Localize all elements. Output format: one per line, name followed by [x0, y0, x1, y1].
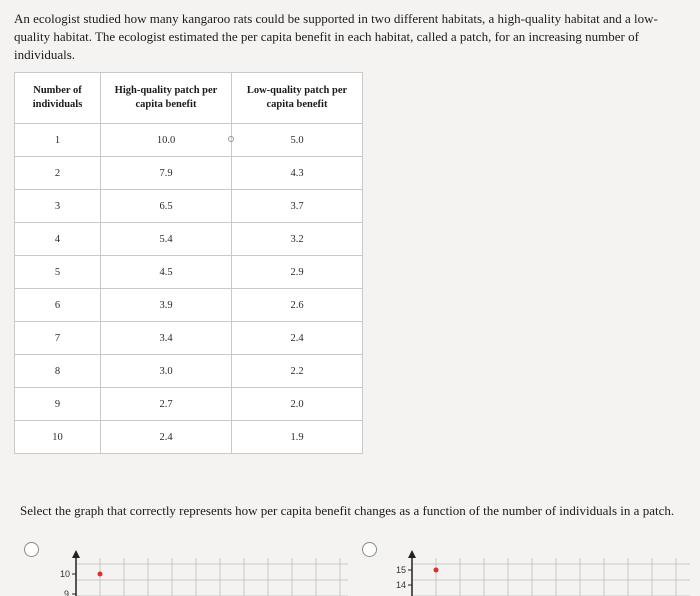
cell-high: 10.0: [101, 124, 232, 157]
cell-low: 5.0: [232, 124, 363, 157]
cell-individuals: 2: [15, 157, 101, 190]
cell-individuals: 8: [15, 355, 101, 388]
option-a-grid: [76, 558, 348, 596]
cell-high: 3.4: [101, 322, 232, 355]
table-row: [15, 157, 363, 190]
option-b-tick-label: 15: [396, 565, 407, 575]
table-row: [15, 322, 363, 355]
option-a-graph-svg: [56, 550, 348, 596]
option-b-radio[interactable]: [362, 542, 377, 557]
table-header-row: [15, 73, 363, 124]
cell-high: 7.9: [101, 157, 232, 190]
cell-individuals: 7: [15, 322, 101, 355]
option-b-grid: [412, 558, 690, 596]
cell-high: 4.5: [101, 256, 232, 289]
cell-high: 2.4: [101, 421, 232, 454]
cell-individuals: 1: [15, 124, 101, 157]
cell-low: 4.3: [232, 157, 363, 190]
cell-individuals: 5: [15, 256, 101, 289]
table-row: [15, 256, 363, 289]
cell-high: 6.5: [101, 190, 232, 223]
option-a-axis-arrow-icon: [72, 550, 80, 558]
cell-high: 5.4: [101, 223, 232, 256]
cell-low: 2.2: [232, 355, 363, 388]
cell-low: 2.6: [232, 289, 363, 322]
option-b-axis-arrow-icon: [408, 550, 416, 558]
option-a-radio[interactable]: [24, 542, 39, 557]
cell-individuals: 10: [15, 421, 101, 454]
question-text: Select the graph that correctly represents how per capita benefit changes as a function of the number of individuals in a patch.: [20, 503, 675, 518]
cell-low: 1.9: [232, 421, 363, 454]
cell-high: 3.9: [101, 289, 232, 322]
cell-low: 3.2: [232, 223, 363, 256]
table-row: [15, 124, 363, 157]
option-b-graph-svg: [394, 550, 690, 596]
option-b-data-point: [434, 568, 439, 573]
option-a-data-point: [98, 572, 103, 577]
cell-high: 2.7: [101, 388, 232, 421]
header-high-quality: High-quality patch per capita benefit: [101, 73, 232, 124]
option-b-tick-label: 14: [396, 580, 407, 590]
cell-high: 3.0: [101, 355, 232, 388]
cell-individuals: 3: [15, 190, 101, 223]
table-row: [15, 223, 363, 256]
cell-low: 3.7: [232, 190, 363, 223]
option-a-tick-label: 9: [64, 589, 70, 596]
data-table: [14, 72, 363, 454]
option-a-tick-label: 10: [60, 569, 71, 579]
cell-individuals: 6: [15, 289, 101, 322]
header-low-quality: Low-quality patch per capita benefit: [232, 73, 363, 124]
option-b-graph[interactable]: [394, 550, 690, 596]
option-a-y-axis: [72, 550, 80, 596]
intro-paragraph: An ecologist studied how many kangaroo rats could be supported in two different habitats, a high-quality habitat and a low-quality habitat. The ecologist estimated the per capita benefit in each habitat, called a patch, for an increasing number of individuals.: [14, 11, 658, 62]
cell-low: 2.4: [232, 322, 363, 355]
decorative-dot: [228, 136, 234, 142]
table-row: [15, 289, 363, 322]
option-b-y-axis: [408, 550, 416, 596]
header-number-of-individuals: Number of individuals: [15, 73, 101, 124]
table-row: [15, 190, 363, 223]
cell-low: 2.0: [232, 388, 363, 421]
cell-individuals: 4: [15, 223, 101, 256]
cell-low: 2.9: [232, 256, 363, 289]
cell-individuals: 9: [15, 388, 101, 421]
table-row: [15, 421, 363, 454]
table-row: [15, 388, 363, 421]
option-a-graph[interactable]: [56, 550, 348, 596]
table-row: [15, 355, 363, 388]
